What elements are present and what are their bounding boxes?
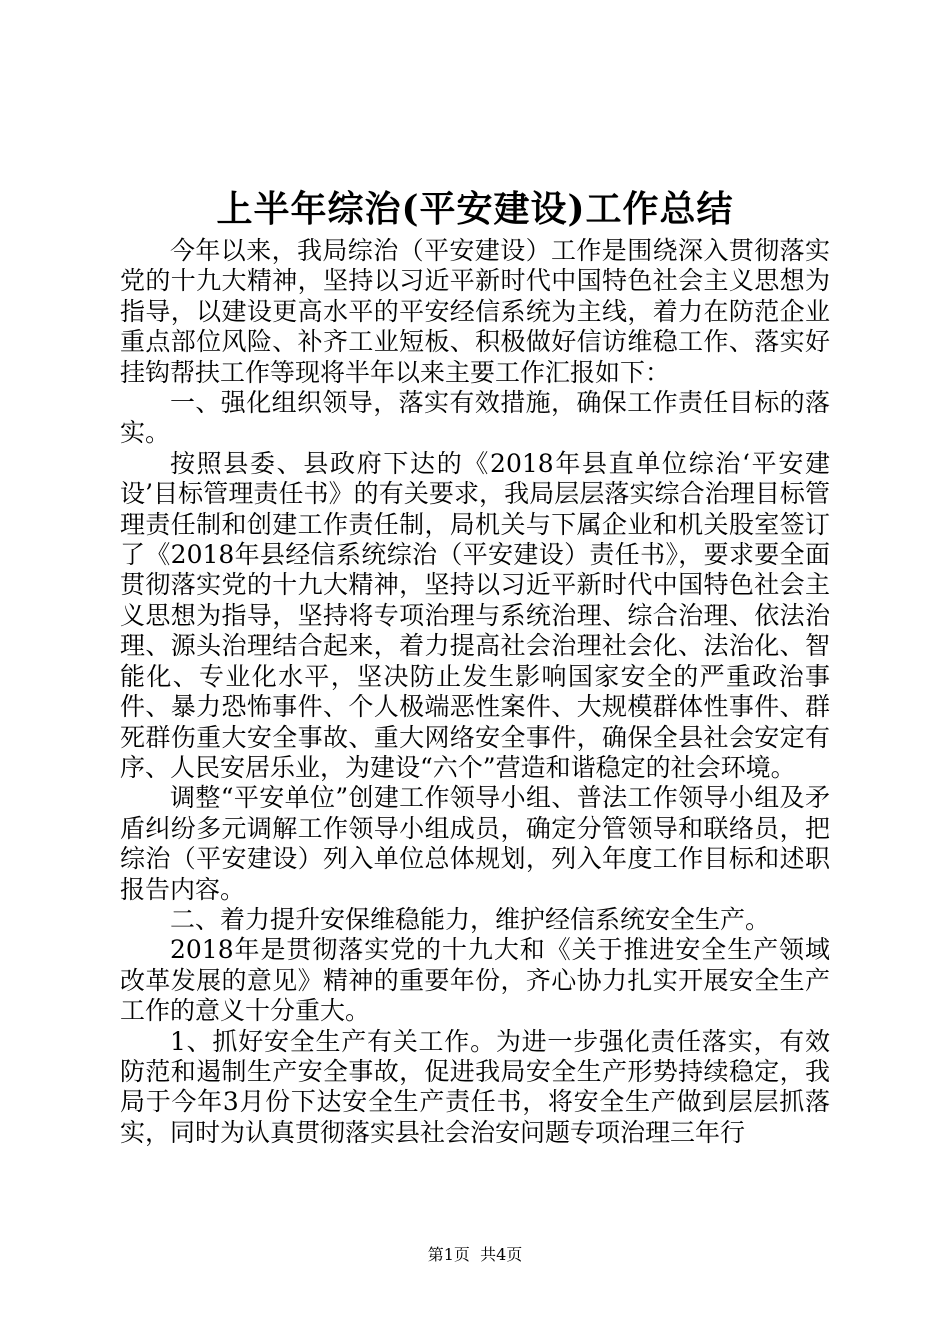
document-body <box>120 236 830 1148</box>
paragraph-responsibility: 按照县委、县政府下达的《2018年县直单位综治‘平安建设’目标管理责任书》的有关要求，我局层层落实综合治理目标管理责任制和创建工作责任制，局机关与下属企业和机关股室签订了《2018年县经信系统综治（平安建设）责任书》，要求要全面贯彻落实党的十九大精神，坚持以习近平新时代中国特色社会主义思想为指导，坚持将专项治理与系统治理、综合治理、依法治理、源头治理结合起来，着力提高社会治理社会化、法治化、智能化、专业化水平，坚决防止发生影响国家安全的严重政治事件、暴力恐怖事件、个人极端恶性案件、大规模群体性事件、群死群伤重大安全事故、重大网络安全事件，确保全县社会安定有序、人民安居乐业，为建设“六个”营造和谐稳定的社会环境。 <box>120 448 830 782</box>
page-total: 共4页 <box>480 1245 523 1264</box>
paragraph-2018: 2018年是贯彻落实党的十九大和《关于推进安全生产领域改革发展的意见》精神的重要年份，齐心协力扎实开展安全生产工作的意义十分重大。 <box>120 935 830 1026</box>
document-title: 上半年综治(平安建设)工作总结 <box>216 188 734 230</box>
page-footer <box>0 1244 950 1266</box>
section-heading-2: 二、着力提升安保维稳能力，维护经信系统安全生产。 <box>170 904 771 934</box>
page-number: 第1页 <box>427 1245 470 1264</box>
paragraph-intro: 今年以来，我局综治（平安建设）工作是围绕深入贯彻落实党的十九大精神，坚持以习近平新时代中国特色社会主义思想为指导，以建设更高水平的平安经信系统为主线，着力在防范企业重点部位风险、补齐工业短板、积极做好信访维稳工作、落实好挂钩帮扶工作等现将半年以来主要工作汇报如下： <box>120 236 830 387</box>
paragraph-safety-work: 1、抓好安全生产有关工作。为进一步强化责任落实，有效防范和遏制生产安全事故，促进我局安全生产形势持续稳定，我局于今年3月份下达安全生产责任书，将安全生产做到层层抓落实，同时为认真贯彻落实县社会治安问题专项治理三年行 <box>120 1026 830 1147</box>
section-heading-1: 一、强化组织领导，落实有效措施，确保工作责任目标的落实。 <box>120 388 830 448</box>
paragraph-leadership-group: 调整“平安单位”创建工作领导小组、普法工作领导小组及矛盾纠纷多元调解工作领导小组成员，确定分管领导和联络员，把综治（平安建设）列入单位总体规划，列入年度工作目标和述职报告内容。 <box>120 783 830 904</box>
